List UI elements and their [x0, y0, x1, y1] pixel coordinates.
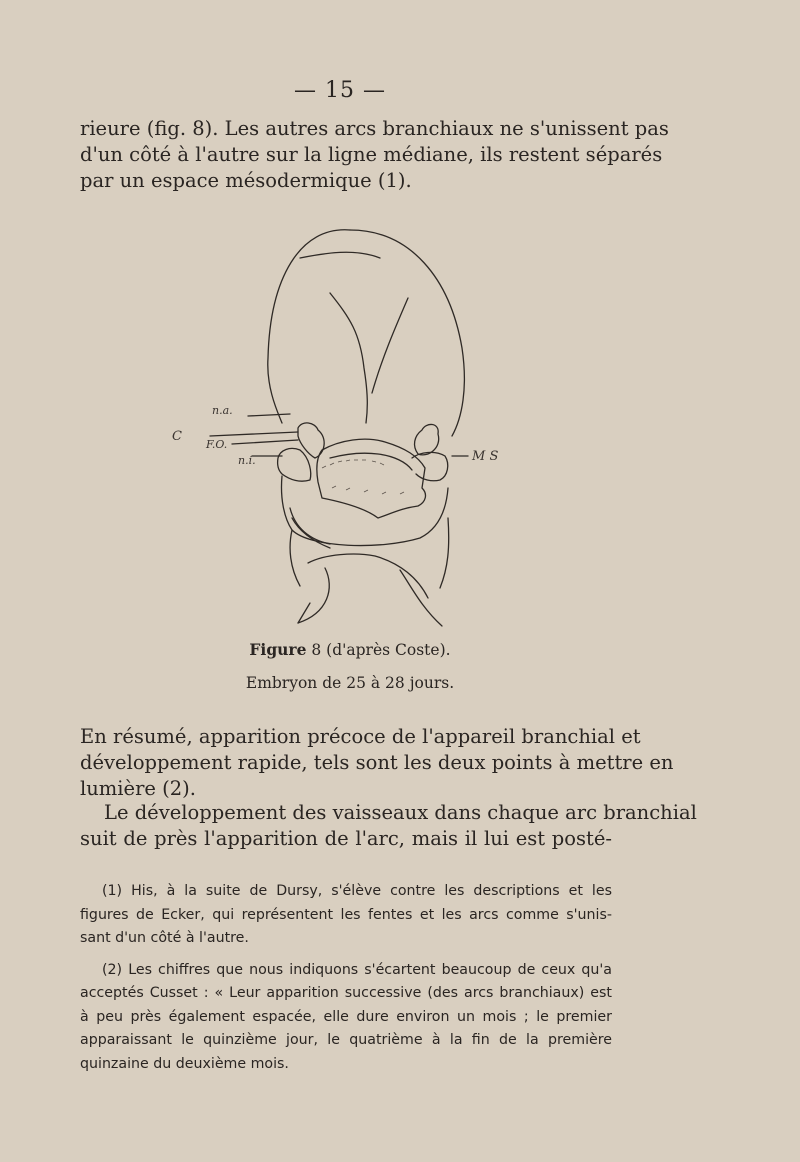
figure-caption-title: [200, 640, 500, 659]
footnote-1: [80, 880, 612, 951]
figure-caption-rest: 8 (d'après Coste).: [306, 641, 451, 659]
footnote-line: (1) His, à la suite de Dursy, s'élève contre les descriptions et les: [102, 883, 612, 899]
footnote-line: (2) Les chiffres que nous indiquons s'écartent beaucoup de ceux qu'a: [102, 961, 612, 978]
footnote-line: à peu près également espacée, elle dure environ un mois ; le premier: [80, 1008, 612, 1025]
summary-paragraph: [80, 724, 674, 802]
text-line: rieure (fig. 8). Les autres arcs branchiaux ne s'unissent pas: [80, 117, 669, 140]
figure-label-na: n.a.: [212, 404, 233, 417]
body-stalk: [290, 518, 449, 588]
development-paragraph: [80, 800, 697, 852]
footnote-line: quinzaine du deuxième mois.: [80, 1055, 289, 1072]
head-outline: [268, 230, 350, 423]
text-line: suit de près l'apparition de l'arc, mais il lui est posté-: [80, 827, 612, 850]
text-line: Le développement des vaisseaux dans chaque arc branchial: [104, 801, 697, 824]
figure-label-ms: M S: [472, 449, 499, 464]
footnote-line: acceptés Cusset : « Leur apparition successive (des arcs branchiaux) est: [80, 985, 612, 1001]
footnote-line: figures de Ecker, qui représentent les fentes et les arcs comme s'unis-: [80, 906, 612, 923]
text-line: En résumé, apparition précoce de l'appareil branchial et: [80, 725, 641, 748]
cerebral-groove: [330, 293, 367, 423]
footnote-2: [80, 959, 612, 1077]
text-line: lumière (2).: [80, 777, 196, 800]
page-number: — 15 —: [294, 78, 386, 103]
right-arch: [415, 424, 439, 454]
footnotes: [80, 880, 612, 1076]
footnote-line: apparaissant le quinzième jour, le quatrième à la fin de la première: [80, 1032, 612, 1048]
text-line: développement rapide, tels sont les deux points à mettre en: [80, 751, 674, 774]
heart-region: [317, 439, 426, 518]
footnote-line: sant d'un côté à l'autre.: [80, 930, 249, 946]
text-line: par un espace mésodermique (1).: [80, 169, 412, 192]
embryo-figure: [150, 218, 540, 638]
top-paragraph: [80, 116, 669, 194]
text-line: d'un côté à l'autre sur la ligne médiane, ils restent séparés: [80, 143, 663, 166]
figure-label-c: C: [172, 429, 182, 444]
figure-caption-bold: Figure: [249, 640, 307, 659]
figure-label-fo: F.O.: [206, 438, 228, 451]
figure-caption-subtitle: Embryon de 25 à 28 jours.: [245, 674, 455, 692]
figure-label-ni: n.i.: [238, 454, 256, 467]
